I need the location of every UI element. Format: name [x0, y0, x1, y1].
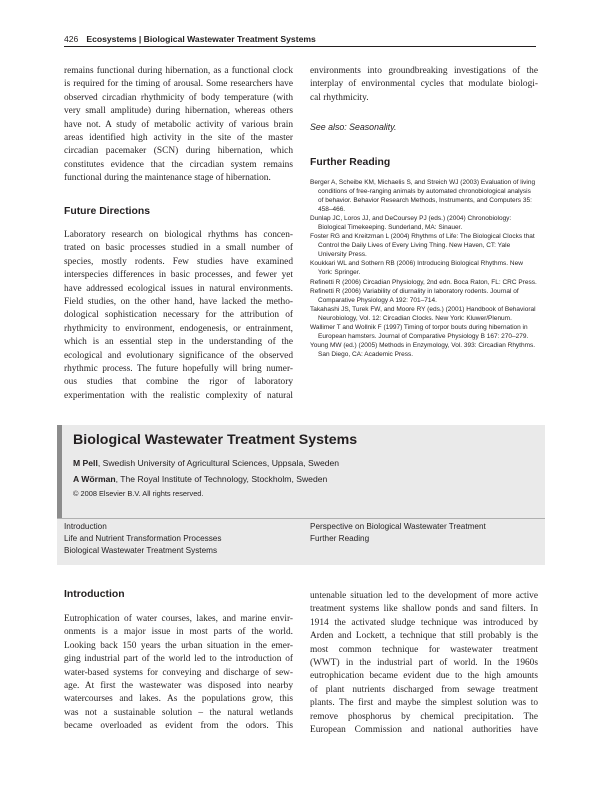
panel-divider — [57, 518, 545, 519]
text-line: age. At first the wastewater was disposed into nearby — [64, 681, 293, 692]
reference-item: Refinetti R (2006) Circadian Physiology, 2nd edn. Boca Raton, FL: CRC Press. — [310, 278, 537, 286]
author-line — [73, 474, 327, 484]
reference-item: Dunlap JC, Loros JJ, and DeCoursey PJ (eds.) (2004) Chronobiology: Biological Timekeeping. Sunderland, MA: Sinauer. — [310, 215, 512, 232]
text-line: which is an essential step in the understanding of the — [64, 337, 293, 348]
text-line: European Commission and national authorities have — [310, 725, 538, 736]
text-line: untenable situation led to the development of more active — [310, 591, 538, 601]
text-line: environments into groundbreaking investigations of the — [310, 66, 538, 76]
text-line: constitutes evidence that the circadian system remains — [64, 159, 293, 170]
text-line: dological sophistication necessary for the attribution of — [64, 310, 293, 321]
text-line: is required for the timing of arousal. Some researchers have — [64, 79, 293, 90]
introduction-heading: Introduction — [64, 589, 125, 600]
text-line: areas identified high activity in the site of the master — [64, 133, 293, 144]
reference-item: Young MW (ed.) (2005) Methods in Enzymology, Vol. 393: Circadian Rhythms. San Diego, CA: Academic Press. — [310, 341, 536, 358]
text-line: most common technique for wastewater treatment — [310, 644, 538, 655]
text-line: 1914 the activated sludge technique was introduced by — [310, 617, 538, 628]
right-column-text — [310, 65, 538, 105]
text-line: remains functional during hibernation, as a functional clock — [64, 66, 293, 76]
text-line: observed circadian rhythmicity of body temperature (with — [64, 92, 293, 103]
text-line: eutrophication became evident due to the high amounts — [310, 671, 538, 682]
toc-item[interactable]: Introduction — [64, 522, 107, 531]
copyright-notice: © 2008 Elsevier B.V. All rights reserved. — [73, 489, 204, 498]
running-title: Ecosystems | Biological Wastewater Treatment Systems — [86, 34, 316, 44]
text-line: Laboratory research on biological rhythms has concen- — [64, 230, 293, 240]
text-line: of plant nutrients discharged from sewage treatment — [310, 684, 538, 695]
toc-item[interactable]: Perspective on Biological Wastewater Treatment — [310, 522, 486, 531]
text-line: was not a sustainable solution – the natural wetlands — [64, 707, 293, 718]
text-line: ging industrial part of the world led to the introduction of — [64, 654, 293, 665]
reference-item: Foster RG and Kreitzman L (2004) Rhythms of Life: The Biological Clocks that Control the Daily Lives of Every Living Thing. New Haven, CT: Yale University Press. — [310, 233, 535, 259]
reference-item: Takahashi JS, Turek FW, and Moore RY (eds.) (2001) Handbook of Behavioral Neurobiology, Vol. 12: Circadian Clocks. New York: Kluwer/Plenum. — [310, 305, 536, 322]
text-line: rhythmic process. The future hopefully will bring numer- — [64, 364, 293, 375]
future-directions-text — [64, 229, 293, 403]
text-line: onments is a major issue in most parts of the world. — [64, 627, 293, 638]
text-line: plants. The first and maybe the simplest solution was to — [310, 698, 538, 709]
left-column-text — [64, 65, 293, 186]
text-line: very small amplitude) during hibernation, whereas others — [64, 106, 293, 117]
panel-accent-bar — [57, 425, 62, 518]
introduction-left-text — [64, 613, 293, 734]
running-head — [64, 32, 536, 46]
reference-item: Refinetti R (2006) Variability of diurnality in laboratory rodents. Journal of Comparative Physiology A 192: 701–714. — [310, 287, 519, 304]
reference-list — [310, 178, 538, 359]
page-number: 426 — [64, 34, 79, 44]
text-line: interspecies differences in basic processes, and fewer yet — [64, 270, 293, 281]
text-line: Arden and Lockett, a technique that still probably is the — [310, 631, 538, 642]
text-line: cal rhythmicity. — [310, 92, 369, 103]
text-line: experimentation with the realistic complexity of natural — [64, 390, 293, 401]
text-line: ecological and evolutionary significance of the observed — [64, 350, 293, 361]
reference-item: Wallimer T and Wollnik F (1997) Timing of torpor bouts during hibernation in European hamsters. Journal of Comparative Physiology B 167: 270–279. — [310, 323, 529, 340]
author-name: M Pell — [73, 458, 98, 468]
text-line: rhythmicity to environment, endogenesis, or entrainment, — [64, 323, 293, 334]
text-line: became overloaded as evident from the odors. This — [64, 721, 293, 732]
text-line: watercourses and lakes. As the populations grow, this — [64, 694, 293, 705]
article-title: Biological Wastewater Treatment Systems — [73, 432, 358, 448]
text-line: water-based systems for conveying and discharge of sew- — [64, 667, 293, 678]
author-name: A Wörman — [73, 474, 116, 484]
reference-item: Berger A, Scheibe KM, Michaelis S, and Streich WJ (2003) Evaluation of living conditions of free-ranging animals by automated chronobiological analysis of behavior. Behavior Research Methods, Instruments, and Computers 35: 458–466. — [310, 179, 536, 214]
text-line: ous studies that combine the rigor of laboratory — [64, 377, 293, 388]
text-line: remove phosphorus by chemical precipitation. The — [310, 711, 538, 722]
header-rule — [64, 46, 536, 47]
introduction-right-text — [310, 590, 538, 737]
reference-item: Koukkari WL and Sothern RB (2006) Introducing Biological Rhythms. New York: Springer. — [310, 260, 523, 277]
text-line: interplay of environmental cycles that modulate biologi- — [310, 79, 538, 90]
author-line — [73, 458, 339, 468]
text-line: have addressed ecological issues in natural environments. — [64, 283, 293, 294]
text-line: trated on basic processes studied in a small number of — [64, 243, 293, 254]
text-line: circadian pacemaker (SCN) during hibernation, which — [64, 146, 293, 157]
text-line: species, mostly rodents. Few studies have examined — [64, 256, 293, 267]
text-line: Looking back 150 years the urban situation in the emer- — [64, 640, 293, 651]
future-directions-heading: Future Directions — [64, 206, 151, 217]
text-line: (WWT) in the industrial part of world. In the 1960s — [310, 658, 538, 669]
author-affiliation: , Swedish University of Agricultural Sciences, Uppsala, Sweden — [97, 458, 340, 468]
text-line: Eutrophication of water courses, lakes, and marine envir- — [64, 614, 293, 624]
further-reading-heading: Further Reading — [310, 157, 391, 168]
toc-item[interactable]: Biological Wastewater Treatment Systems — [64, 546, 218, 555]
text-line: functional during the maintenance stage of hibernation. — [64, 173, 271, 184]
author-affiliation: , The Royal Institute of Technology, Stockholm, Sweden — [115, 474, 328, 484]
toc-item[interactable]: Further Reading — [310, 534, 370, 543]
text-line: treatment systems like shallow ponds and sand filters. In — [310, 604, 538, 615]
see-also: See also: Seasonality. — [310, 122, 397, 132]
text-line: have not. A study of metabolic activity of various brain — [64, 119, 293, 130]
text-line: Field studies, on the other hand, have lacked the metho- — [64, 297, 293, 308]
toc-item[interactable]: Life and Nutrient Transformation Processes — [64, 534, 222, 543]
